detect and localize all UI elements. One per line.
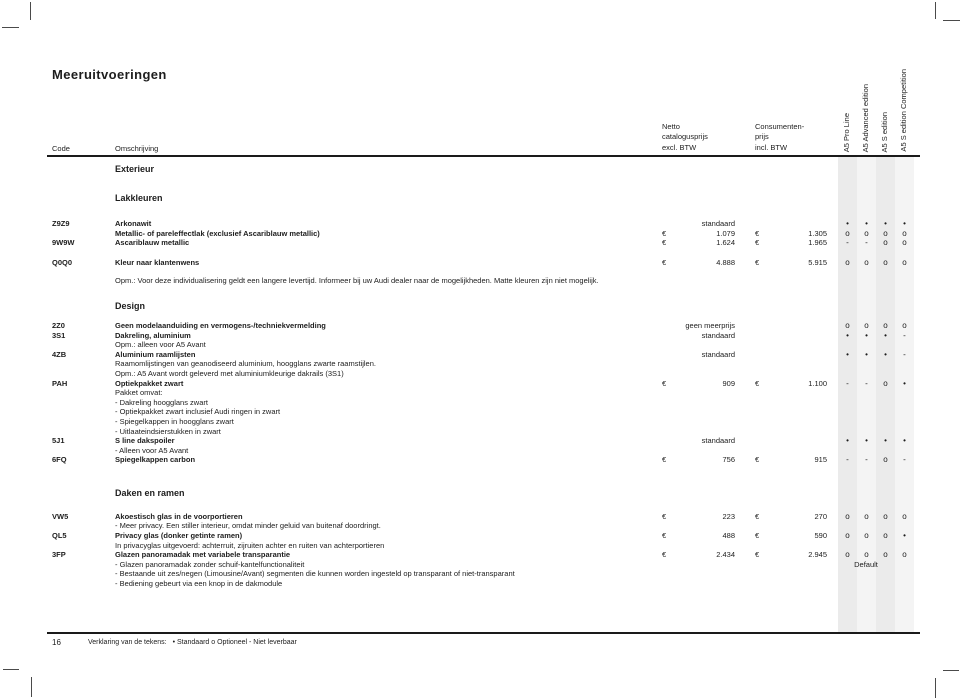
availability-mark: o [864, 550, 869, 560]
availability-mark: o [902, 257, 907, 267]
price-value: 2.945 [808, 550, 827, 560]
availability-mark: o [845, 511, 850, 521]
table-row [52, 276, 914, 286]
item-description: Privacy glas (donker getinte ramen) [115, 531, 243, 541]
item-description: Raamomlijstingen van geanodiseerd aluminium, hoogglans zwarte raamstijlen. [115, 359, 376, 369]
currency-symbol: € [755, 238, 760, 248]
netto-header-line: catalogusprijs [662, 132, 708, 142]
netto-price [655, 455, 737, 465]
price-note: geen meerprijs [685, 320, 735, 330]
item-description: Optiekpakket zwart [115, 378, 184, 388]
item-description: Akoestisch glas in de voorportieren [115, 511, 243, 521]
price-value: 915 [814, 455, 827, 465]
currency-symbol: € [755, 257, 760, 267]
currency-symbol: € [662, 228, 667, 238]
item-description: Pakket omvat: [115, 388, 163, 398]
item-description: Opm.: A5 Avant wordt geleverd met aluminiumkleurige dakrails (3S1) [115, 368, 344, 378]
item-description: Geen modelaanduiding en vermogens-/techniekvermelding [115, 320, 326, 330]
item-description: - Uitlaateindsierstukken in zwart [115, 426, 221, 436]
price-value: 5.915 [808, 257, 827, 267]
currency-symbol: € [662, 238, 667, 248]
table-row [52, 436, 914, 446]
availability-mark: • [865, 219, 868, 228]
availability-mark: o [883, 455, 888, 465]
crop-mark-bottom-right [935, 678, 936, 698]
table-row [52, 531, 914, 541]
subsection-heading: Daken en ramen [115, 487, 185, 498]
item-code: 4ZB [52, 349, 67, 359]
availability-marks [838, 436, 914, 446]
availability-mark: o [883, 257, 888, 267]
availability-mark: • [903, 531, 906, 541]
availability-mark: - [865, 455, 868, 465]
availability-mark: o [902, 511, 907, 521]
legend-label: Verklaring van de tekens: [88, 639, 167, 646]
currency-symbol: € [662, 257, 667, 267]
column-header-code: Code [52, 144, 70, 153]
item-description: Glazen panoramadak met variabele transparantie [115, 550, 291, 560]
item-code: 9W9W [52, 238, 75, 248]
item-description: - Optiekpakket zwart inclusief Audi ringen in zwart [115, 407, 281, 417]
item-code: QL5 [52, 531, 67, 541]
default-label: Default [854, 559, 878, 569]
item-code: Z9Z9 [52, 219, 70, 228]
consumer-price [755, 550, 829, 560]
footer-rule [47, 632, 920, 634]
price-value: 1.624 [716, 238, 735, 248]
availability-mark: • [865, 330, 868, 340]
subsection-heading: Lakkleuren [115, 193, 163, 203]
crop-mark-bottom-left-h [3, 669, 19, 670]
table-row [52, 359, 914, 369]
availability-mark: o [845, 531, 850, 541]
model-column-label-a5-s-edition: A5 S edition [880, 111, 889, 152]
table-row [52, 560, 914, 570]
availability-mark: • [884, 219, 887, 228]
availability-mark: o [883, 228, 888, 238]
item-description: In privacyglas uitgevoerd: achterruit, zijruiten achter en ruiten van achterportieren [115, 540, 385, 550]
availability-marks [838, 321, 914, 331]
item-code: 6FQ [52, 455, 67, 465]
price-note: standaard [701, 349, 735, 359]
consumer-header-line: incl. BTW [755, 142, 788, 152]
currency-symbol: € [755, 455, 760, 465]
table-row [52, 407, 914, 417]
availability-mark: - [865, 378, 868, 388]
consumer-header-line: prijs [755, 132, 769, 142]
currency-symbol: € [662, 378, 667, 388]
availability-marks [838, 238, 914, 248]
column-header-consumer-price [755, 122, 804, 153]
item-code: 2Z0 [52, 320, 65, 330]
item-code: VW5 [52, 511, 69, 521]
item-description: - Meer privacy. Een stiller interieur, omdat minder geluid van buitenaf doordringt. [115, 521, 381, 531]
currency-symbol: € [755, 378, 760, 388]
item-description: - Spiegelkappen in hoogglans zwart [115, 416, 234, 426]
item-description: - Dakreling hoogglans zwart [115, 397, 208, 407]
item-description: Dakreling, aluminium [115, 330, 191, 340]
netto-price [655, 512, 737, 522]
currency-symbol: € [662, 455, 667, 465]
table-row [52, 569, 914, 579]
table-row [52, 321, 914, 331]
currency-symbol: € [755, 550, 760, 560]
availability-mark: o [883, 531, 888, 541]
currency-symbol: € [662, 511, 667, 521]
availability-mark: • [846, 349, 849, 359]
table-row [52, 340, 914, 350]
availability-mark: o [864, 257, 869, 267]
crop-mark-bottom-right-h [943, 670, 959, 671]
availability-mark: o [883, 550, 888, 560]
availability-marks [838, 219, 914, 229]
table-row [52, 350, 914, 360]
availability-mark: - [846, 455, 849, 465]
availability-mark: - [846, 378, 849, 388]
consumer-header-line: Consumenten- [755, 122, 805, 131]
item-code: 5J1 [52, 436, 65, 446]
price-value: 1.305 [808, 228, 827, 238]
price-value: 909 [722, 378, 735, 388]
model-column-label-a5-s-edition-competition: A5 S edition Competition [899, 69, 908, 152]
availability-mark: • [903, 378, 906, 388]
crop-mark-top-right-h [943, 20, 960, 21]
table-row [52, 455, 914, 465]
availability-mark: o [845, 320, 850, 330]
crop-mark-top-left [30, 2, 31, 20]
model-column-label-a5-pro-line: A5 Pro Line [842, 112, 851, 152]
page-title: Meeruitvoeringen [52, 67, 167, 82]
price-value: 2.434 [716, 550, 735, 560]
availability-mark: • [846, 219, 849, 228]
availability-mark: • [846, 330, 849, 340]
consumer-price [755, 379, 829, 389]
netto-header-line: Netto [662, 122, 680, 131]
table-row [52, 219, 914, 229]
item-description: Arkonawit [115, 219, 152, 228]
consumer-price [755, 238, 829, 248]
price-note: standaard [701, 436, 735, 446]
price-value: 1.079 [716, 228, 735, 238]
price-value: 4.888 [716, 257, 735, 267]
availability-mark: o [902, 228, 907, 238]
item-description: - Alleen voor A5 Avant [115, 445, 189, 455]
netto-price [655, 379, 737, 389]
availability-mark: o [883, 320, 888, 330]
availability-mark: • [903, 219, 906, 228]
item-description: Kleur naar klantenwens [115, 257, 200, 267]
item-description: Aluminium raamlijsten [115, 349, 196, 359]
availability-mark: o [902, 238, 907, 248]
availability-marks [838, 331, 914, 341]
price-value: 270 [814, 511, 827, 521]
symbols-legend [88, 639, 297, 646]
table-content [52, 157, 914, 589]
item-description: Metallic- of pareleffectlak (exclusief Ascariblauw metallic) [115, 228, 320, 238]
availability-marks [838, 455, 914, 465]
item-code: 3FP [52, 550, 66, 560]
crop-mark-bottom-left [31, 677, 32, 697]
item-description: - Bediening gebeurt via een knop in de dakmodule [115, 579, 283, 589]
table-row [52, 521, 914, 531]
availability-mark: o [864, 228, 869, 238]
availability-mark: • [846, 436, 849, 446]
availability-mark: • [865, 349, 868, 359]
availability-mark: o [883, 511, 888, 521]
table-row [52, 258, 914, 268]
currency-symbol: € [662, 531, 667, 541]
currency-symbol: € [662, 550, 667, 560]
availability-marks [838, 531, 914, 541]
availability-marks [838, 512, 914, 522]
item-description: S line dakspoiler [115, 436, 175, 446]
item-description: Spiegelkappen carbon [115, 455, 196, 465]
netto-header-line: excl. BTW [662, 142, 697, 152]
table-row [52, 398, 914, 408]
availability-mark: o [902, 550, 907, 560]
availability-mark: - [903, 349, 906, 359]
availability-mark: o [845, 228, 850, 238]
availability-mark: - [865, 238, 868, 248]
price-value: 488 [722, 531, 735, 541]
table-row [52, 331, 914, 341]
availability-mark: - [846, 238, 849, 248]
consumer-price [755, 512, 829, 522]
availability-mark: o [864, 320, 869, 330]
availability-marks [838, 379, 914, 389]
price-value: 223 [722, 511, 735, 521]
item-description: Opm.: Voor deze individualisering geldt een langere levertijd. Informeer bij uw Audi dealer naar de mogelijkheden. Matte kleuren zijn niet mogelijk. [115, 276, 599, 286]
column-header-netto-price [662, 122, 708, 153]
availability-mark: o [845, 550, 850, 560]
availability-mark: o [864, 511, 869, 521]
availability-mark: o [883, 238, 888, 248]
consumer-price [755, 258, 829, 268]
item-description: Opm.: alleen voor A5 Avant [115, 340, 206, 350]
table-row [52, 369, 914, 379]
item-description: Ascariblauw metallic [115, 238, 190, 248]
availability-mark: • [884, 436, 887, 446]
netto-price [655, 531, 737, 541]
netto-price [655, 550, 737, 560]
table-row [52, 238, 914, 248]
table-row [52, 579, 914, 589]
price-value: 1.965 [808, 238, 827, 248]
availability-mark: • [865, 436, 868, 446]
table-row [52, 446, 914, 456]
item-description: - Glazen panoramadak zonder schuif-kantelfunctionaliteit [115, 559, 305, 569]
availability-marks [838, 229, 914, 239]
subsection-heading: Design [115, 300, 146, 311]
availability-mark: • [884, 330, 887, 340]
availability-marks [838, 550, 914, 569]
consumer-price [755, 531, 829, 541]
currency-symbol: € [755, 228, 760, 238]
price-value: 756 [722, 455, 735, 465]
availability-marks [838, 258, 914, 268]
item-code: 3S1 [52, 330, 66, 340]
netto-price [655, 238, 737, 248]
table-row [52, 541, 914, 551]
netto-price [655, 229, 737, 239]
crop-mark-top-left-h [2, 27, 19, 28]
table-row [52, 229, 914, 239]
availability-marks [838, 350, 914, 360]
availability-mark: o [845, 257, 850, 267]
availability-mark: • [884, 349, 887, 359]
currency-symbol: € [755, 531, 760, 541]
table-row [52, 379, 914, 389]
item-code: PAH [52, 378, 68, 388]
table-row [52, 427, 914, 437]
table-row [52, 417, 914, 427]
availability-mark: - [903, 455, 906, 465]
availability-mark: - [903, 330, 906, 340]
price-note: standaard [701, 330, 735, 340]
item-description: - Bestaande uit zes/negen (Limousine/Avant) segmenten die kunnen worden ingesteld op transparant of niet-transparant [115, 569, 515, 579]
consumer-price [755, 229, 829, 239]
crop-mark-top-right [935, 2, 936, 19]
table-row [52, 388, 914, 398]
section-heading: Exterieur [115, 164, 155, 174]
legend-symbols: • Standaard o Optioneel - Niet leverbaar [172, 639, 297, 646]
price-value: 590 [814, 531, 827, 541]
availability-mark: o [902, 320, 907, 330]
price-value: 1.100 [808, 378, 827, 388]
page-number: 16 [52, 638, 61, 647]
model-column-label-a5-advanced-edition: A5 Advanced edition [861, 83, 870, 152]
availability-mark: o [883, 378, 888, 388]
netto-price [655, 258, 737, 268]
consumer-price [755, 455, 829, 465]
item-code: Q0Q0 [52, 257, 73, 267]
column-header-description: Omschrijving [115, 144, 159, 153]
availability-mark: • [903, 436, 906, 446]
table-row [52, 512, 914, 522]
currency-symbol: € [755, 511, 760, 521]
price-note: standaard [701, 219, 735, 228]
availability-mark: o [864, 531, 869, 541]
